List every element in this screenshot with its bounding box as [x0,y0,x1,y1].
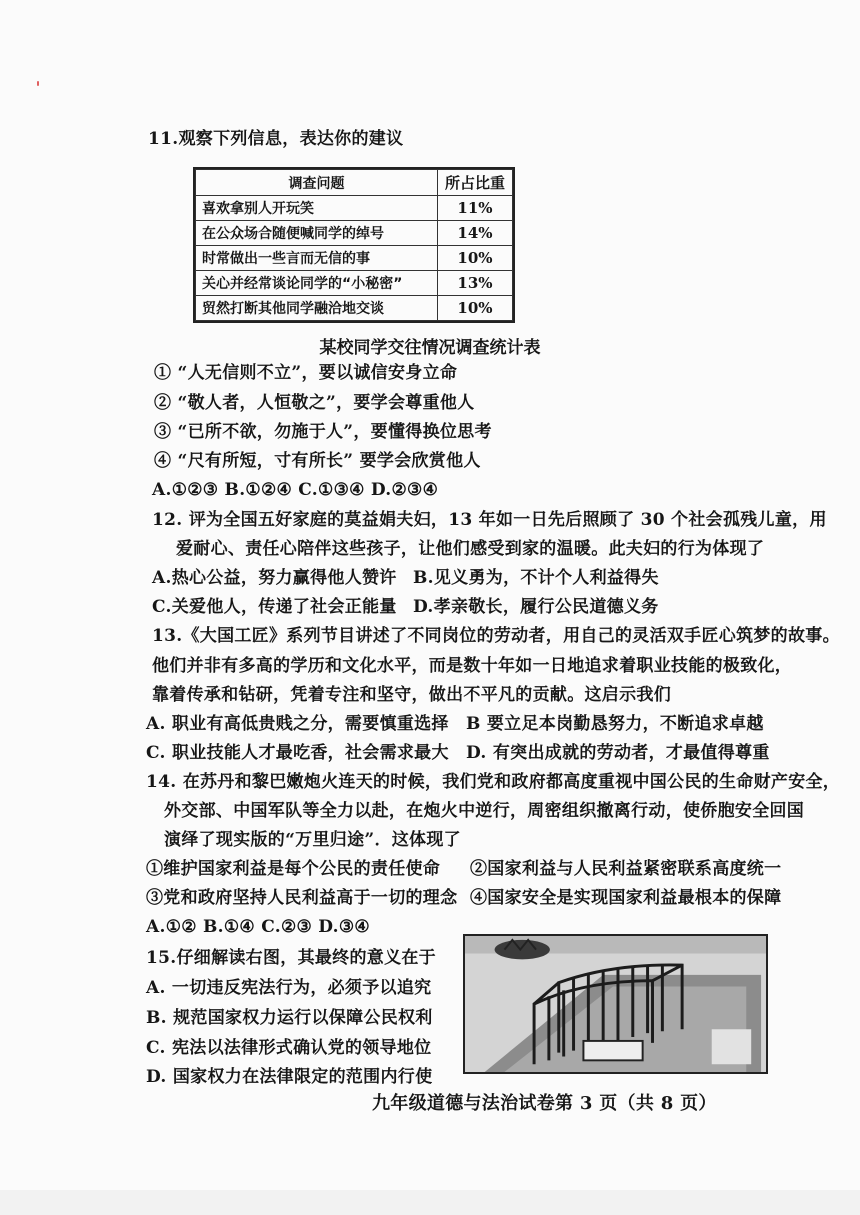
q14-option-1: ①维护国家利益是每个公民的责任使命 [146,859,441,879]
q13-option-b: B 要立足本岗勤恳努力，不断追求卓越 [466,714,764,734]
q14-option-2: ②国家利益与人民利益紧密联系高度统一 [470,859,782,879]
q14-stem-line2: 外交部、中国军队等全力以赴，在炮火中逆行，周密组织撤离行动，使侨胞安全回国 [164,801,805,821]
table-cell-question: 在公众场合随便喊同学的绰号 [196,221,438,246]
table-cell-ratio: 11% [438,196,513,221]
table-row [196,246,513,271]
q11-option-2: ② “敬人者，人恒敬之”，要学会尊重他人 [154,393,475,413]
table-cell-ratio: 10% [438,295,513,320]
q12-option-c: C.关爱他人，传递了社会正能量 [152,597,397,617]
q13-stem-line3: 靠着传承和钻研，凭着专注和坚守，做出不平凡的贡献。这启示我们 [152,685,671,705]
q11-stem: 11.观察下列信息，表达你的建议 [148,129,404,149]
table-cell-ratio: 14% [438,221,513,246]
q11-option-3: ③ “已所不欲，勿施于人”，要懂得换位思考 [154,422,492,442]
table-cell-question: 喜欢拿别人开玩笑 [196,196,438,221]
q14-choices: A.①② B.①④ C.②③ D.③④ [146,917,370,937]
q14-option-3: ③党和政府坚持人民利益高于一切的理念 [146,888,458,908]
table-row [196,221,513,246]
q15-option-d: D. 国家权力在法律限定的范围内行使 [146,1067,433,1087]
q12-option-a: A.热心公益，努力赢得他人赞许 [152,568,397,588]
scan-bottom-strip [0,1190,860,1215]
q13-option-d: D. 有突出成就的劳动者，才最值得尊重 [466,743,770,763]
cage-illustration [463,934,768,1074]
table-row [196,295,513,320]
q11-option-4: ④ “尺有所短，寸有所长” 要学会欣赏他人 [154,451,481,471]
q12-option-d: D.孝亲敬长，履行公民道德义务 [413,597,659,617]
table-cell-question: 贸然打断其他同学融洽地交谈 [196,295,438,320]
q12-stem-line2: 爱耐心、责任心陪伴这些孩子，让他们感受到家的温暖。此夫妇的行为体现了 [176,539,765,559]
cage-icon [465,936,766,1072]
q14-stem-line3: 演绎了现实版的“万里归途”．这体现了 [164,830,461,850]
q13-option-a: A. 职业有高低贵贱之分，需要慎重选择 [146,714,449,734]
table-cell-ratio: 10% [438,246,513,271]
table-cell-ratio: 13% [438,271,513,296]
q14-option-4: ④国家安全是实现国家利益最根本的保障 [470,888,782,908]
q15-option-b: B. 规范国家权力运行以保障公民权利 [146,1008,433,1028]
survey-table [193,167,515,323]
q13-option-c: C. 职业技能人才最吃香，社会需求最大 [146,743,449,763]
table-cell-question: 时常做出一些言而无信的事 [196,246,438,271]
table-row [196,271,513,296]
table-row [196,196,513,221]
q11-option-1: ① “人无信则不立”，要以诚信安身立命 [154,363,458,383]
table-header-question: 调查问题 [196,170,438,196]
q11-choices: A.①②③ B.①②④ C.①③④ D.②③④ [152,480,439,500]
q12-option-b: B.见义勇为，不计个人利益得失 [413,568,659,588]
table-header-ratio: 所占比重 [438,170,513,196]
q15-option-c: C. 宪法以法律形式确认党的领导地位 [146,1038,432,1058]
table-cell-question: 关心并经常谈论同学的“小秘密” [196,271,438,296]
q13-stem-line1: 13.《大国工匠》系列节目讲述了不同岗位的劳动者，用自己的灵活双手匠心筑梦的故事。 [152,626,840,646]
table-caption: 某校同学交往情况调查统计表 [319,338,541,358]
q15-stem: 15.仔细解读右图，其最终的意义在于 [146,948,436,968]
page-footer: 九年级道德与法治试卷第 3 页（共 8 页） [372,1093,717,1114]
q15-option-a: A. 一切违反宪法行为，必须予以追究 [146,978,432,998]
q13-stem-line2: 他们并非有多高的学历和文化水平，而是数十年如一日地追求着职业技能的极致化， [152,656,793,676]
q12-stem-line1: 12. 评为全国五好家庭的莫益娟夫妇，13 年如一日先后照顾了 30 个社会孤残儿童，用 [152,510,827,530]
q14-stem-line1: 14. 在苏丹和黎巴嫩炮火连天的时候，我们党和政府都高度重视中国公民的生命财产安全， [146,772,841,792]
scan-mark [37,81,39,86]
